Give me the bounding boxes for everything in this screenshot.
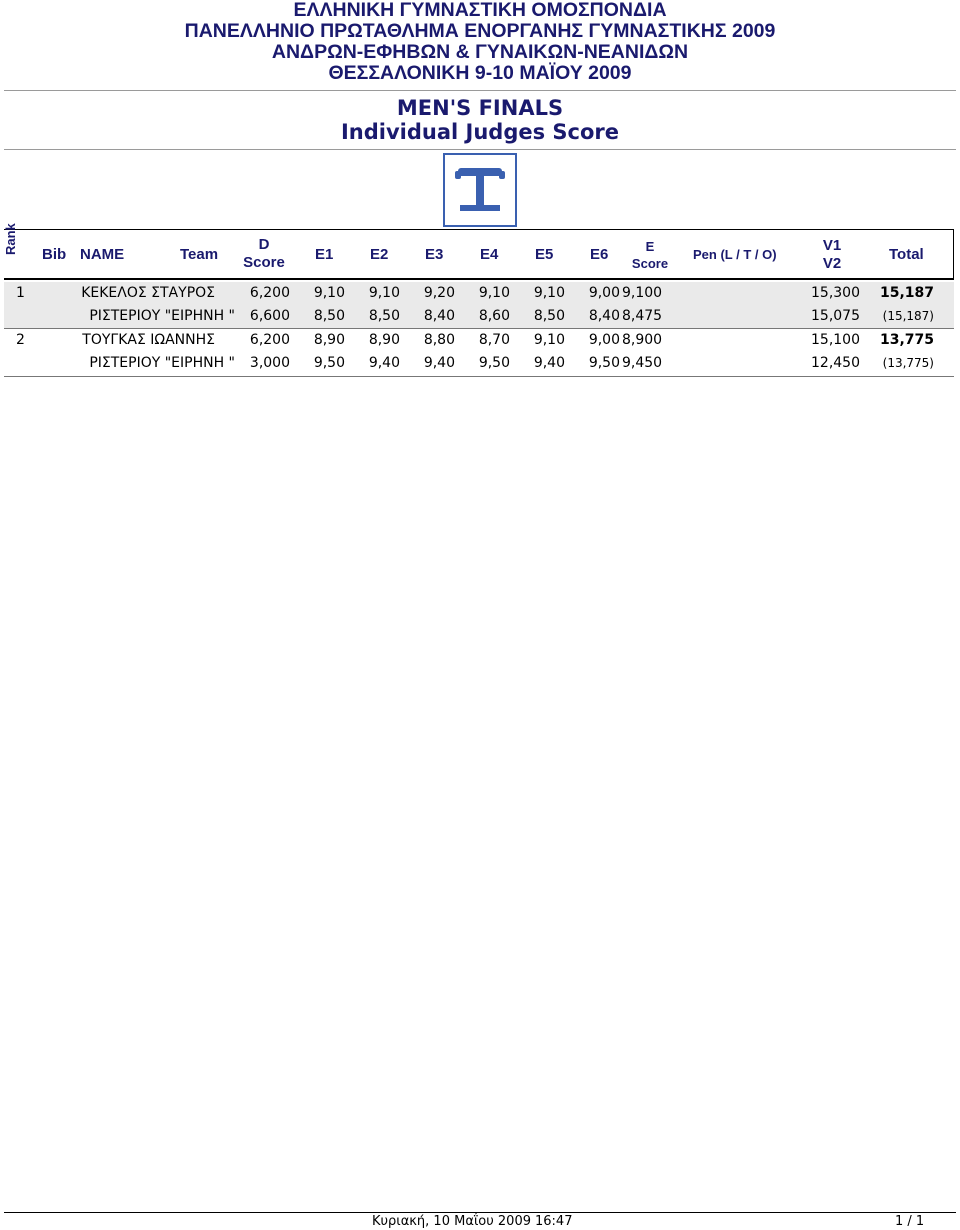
federation-title: ΕΛΛΗΝΙΚΗ ΓΥΜΝΑΣΤΙΚΗ ΟΜΟΣΠΟΝΔΙΑ (293, 0, 667, 21)
e4-cell: 8,60 (478, 308, 510, 324)
col-e-score-line1: E (645, 239, 655, 254)
pommel-horse-logo-icon (443, 153, 517, 227)
total-cell: 13,775 (879, 332, 934, 348)
e2-cell: 9,40 (368, 355, 400, 371)
page-subtitle: Individual Judges Score (340, 120, 620, 144)
col-d-score-line1: D (258, 236, 270, 253)
d-score-cell: 6,200 (249, 332, 290, 348)
col-team: Team (180, 246, 219, 263)
e6-cell: 9,50 (588, 355, 620, 371)
e6-cell: 9,00 (588, 332, 620, 348)
athlete-name: ΤΟΥΓΚΑΣ ΙΩΑΝΝΗΣ (82, 332, 215, 348)
e5-cell: 9,10 (533, 285, 565, 301)
col-e6: E6 (590, 246, 609, 263)
col-rank: Rank (3, 223, 18, 255)
rank-cell: 2 (16, 332, 25, 348)
divider (4, 90, 956, 91)
footer-page: 1 / 1 (895, 1214, 925, 1229)
d-score-cell: 3,000 (249, 355, 290, 371)
d-score-cell: 6,600 (249, 308, 290, 324)
e3-cell: 8,80 (423, 332, 455, 348)
e2-cell: 9,10 (368, 285, 400, 301)
v-score-cell: 15,075 (811, 308, 860, 324)
e1-cell: 9,10 (313, 285, 345, 301)
e6-cell: 8,40 (588, 308, 620, 324)
col-e-score-line2: Score (631, 256, 669, 271)
venue-date: ΘΕΣΣΑΛΟΝΙΚΗ 9-10 ΜΑΪΟΥ 2009 (328, 62, 632, 84)
e-score-cell: 8,900 (622, 332, 663, 348)
col-e3: E3 (425, 246, 444, 263)
e5-cell: 9,10 (533, 332, 565, 348)
v-score-cell: 15,300 (811, 285, 860, 301)
v-score-cell: 15,100 (811, 332, 860, 348)
e-score-cell: 8,475 (622, 308, 663, 324)
athlete-name: ΡΙΣΤΕΡΙΟΥ "ΕΙΡΗΝΗ " (89, 308, 235, 324)
e2-cell: 8,50 (368, 308, 400, 324)
e3-cell: 9,40 (423, 355, 455, 371)
e-score-cell: 9,100 (622, 285, 663, 301)
e3-cell: 9,20 (423, 285, 455, 301)
category-title: ΑΝΔΡΩΝ-ΕΦΗΒΩΝ & ΓΥΝΑΙΚΩΝ-ΝΕΑΝΙΔΩΝ (271, 41, 689, 63)
e-score-cell: 9,450 (622, 355, 663, 371)
e5-cell: 9,40 (533, 355, 565, 371)
col-d-score (240, 236, 288, 272)
v-score-cell: 12,450 (811, 355, 860, 371)
e4-cell: 9,10 (478, 285, 510, 301)
e5-cell: 8,50 (533, 308, 565, 324)
col-e1: E1 (315, 246, 334, 263)
row-separator (4, 376, 954, 377)
col-e5: E5 (535, 246, 554, 263)
e3-cell: 8,40 (423, 308, 455, 324)
total-cell: (15,187) (882, 309, 934, 323)
e4-cell: 9,50 (478, 355, 510, 371)
championship-title: ΠΑΝΕΛΛΗΝΙΟ ΠΡΩΤΑΘΛΗΜΑ ΕΝΟΡΓΑΝΗΣ ΓΥΜΝΑΣΤΙΚΗΣ 2009 (184, 20, 776, 42)
rank-cell: 1 (16, 285, 25, 301)
col-name: NAME (80, 246, 125, 263)
footer-time: 16:47 (535, 1214, 573, 1229)
divider (4, 149, 956, 150)
header-block (0, 0, 960, 84)
col-d-score-line2: Score (243, 254, 285, 271)
e6-cell: 9,00 (588, 285, 620, 301)
col-v1: V1 (822, 237, 842, 254)
page-title: MEN'S FINALS (396, 96, 564, 120)
d-score-cell: 6,200 (249, 285, 290, 301)
e1-cell: 9,50 (313, 355, 345, 371)
col-vault-scores (810, 237, 854, 273)
athlete-name: ΚΕΚΕΛΟΣ ΣΤΑΥΡΟΣ (81, 285, 215, 301)
e2-cell: 8,90 (368, 332, 400, 348)
e1-cell: 8,90 (313, 332, 345, 348)
footer-date: Κυριακή, 10 Μαΐου 2009 (372, 1214, 531, 1229)
col-bib: Bib (42, 246, 67, 263)
e4-cell: 8,70 (478, 332, 510, 348)
col-e4: E4 (480, 246, 499, 263)
total-cell: 15,187 (879, 285, 934, 301)
col-penalty: Pen (L / T / O) (693, 247, 777, 262)
footer-divider (4, 1212, 956, 1213)
athlete-name: ΡΙΣΤΕΡΙΟΥ "ΕΙΡΗΝΗ " (89, 355, 235, 371)
e1-cell: 8,50 (313, 308, 345, 324)
col-e-score (628, 238, 672, 272)
col-v2: V2 (822, 255, 842, 272)
col-total: Total (889, 246, 924, 263)
col-e2: E2 (370, 246, 389, 263)
total-cell: (13,775) (882, 356, 934, 370)
